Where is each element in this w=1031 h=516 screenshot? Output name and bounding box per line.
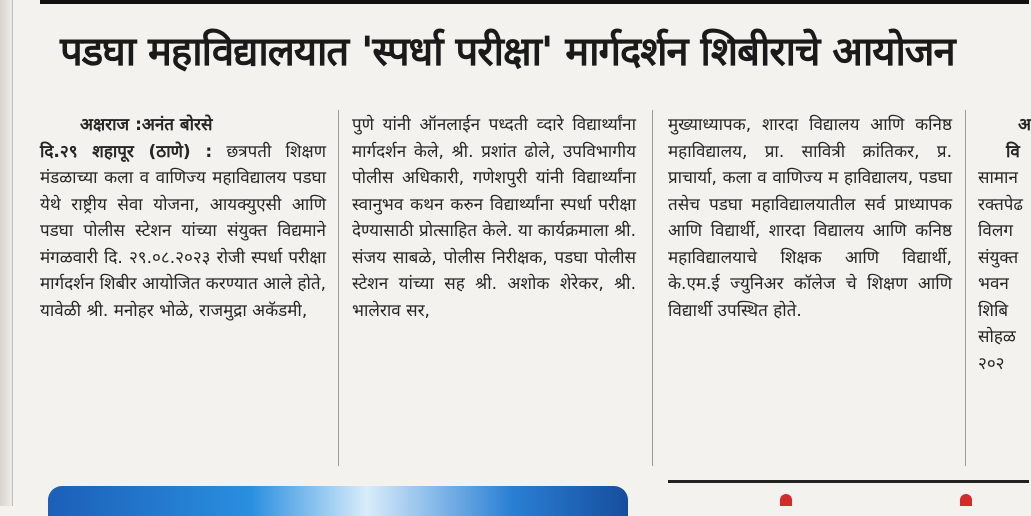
col4-line: सामान: [978, 168, 1018, 188]
top-rule: [40, 0, 1029, 4]
column-2-text: पुणे यांनी ऑनलाईन पध्दती व्दारे विद्यार्थ्यांना मार्गदर्शन केले, श्री. प्रशांत ढोले, उपविभागीय पोलीस अधिकारी, गणेशपुरी यांनी विद्यार्थ्यांना स्वानुभव कथन करुन विद्यार्थ्यांना स्पर्धा परीक्षा देण्यासाठी प्रोत्साहित केले. या कार्यक्रमाला श्री. संजय साबळे, पोलीस निरीक्षक, पडघा पोलीस स्टेशन यांच्या सह श्री. अशोक शेरेकर, श्री. भालेराव सर,: [352, 115, 636, 321]
byline: अक्षराज :अनंत बोरसे: [80, 115, 213, 135]
article-column-4-cropped: [978, 112, 1029, 462]
article-column-1: [40, 112, 326, 462]
column-3-text: मुख्याध्यापक, शारदा विद्यालय आणि कनिष्ठ महाविद्यालय, प्रा. सावित्री क्रांतिकर, प्र. प्राचार्या, कला व वाणिज्य म हाविद्यालय, पडघा तसेच पडघा महाविद्यालयातील सर्व प्राध्यापक आणि विद्यार्थी, शारदा विद्यालय आणि कनिष्ठ महाविद्यालयाचे शिक्षक आणि विद्यार्थी, के.एम.ई ज्युनिअर कॉलेज चे शिक्षण आणि विद्यार्थी उपस्थित होते.: [668, 115, 952, 321]
col4-line: भवन: [978, 274, 1009, 294]
col4-line: रक्तपेढ: [978, 194, 1023, 215]
dateline: दि.२९ शहापूर (ठाणे) :: [40, 141, 213, 162]
photo-banner: [48, 486, 628, 516]
red-graphic: [780, 494, 792, 506]
col4-line: शिबि: [978, 300, 1009, 321]
article-column-2: [352, 112, 636, 462]
article-headline: पडघा महाविद्यालयात 'स्पर्धा परीक्षा' मार्गदर्शन शिबीराचे आयोजन: [60, 29, 955, 75]
column-1-text: [40, 139, 326, 325]
column-divider: [338, 110, 339, 466]
col4-line: २०२: [978, 353, 1005, 374]
col4-line: विलग: [978, 221, 1013, 241]
column-divider: [652, 110, 653, 466]
article-column-3: [668, 112, 952, 462]
bottom-rule: [668, 480, 1029, 483]
col4-line: सोहळ: [978, 327, 1016, 347]
column-1-body: छत्रपती शिक्षण मंडळाच्या कला व वाणिज्य महाविद्यालय पडघा येथे राष्ट्रीय सेवा योजना, आयक्युएसी आणि पडघा पोलीस स्टेशन यांच्या संयुक्त विद्यमाने मंगळवारी दि. २९.०८.२०२३ रोजी स्पर्धा परीक्षा मार्गदर्शन शिबीर आयोजित करण्यात आले होते, यावेळी श्री. मनोहर भोळे, राजमुद्रा अकॅडमी,: [40, 141, 327, 321]
page-edge: [0, 0, 13, 506]
column-divider: [965, 110, 966, 466]
col4-line: वि: [1006, 141, 1020, 162]
col4-line: संयुक्त: [978, 247, 1019, 268]
col4-line: अ: [1018, 115, 1031, 135]
red-graphic: [960, 494, 972, 506]
